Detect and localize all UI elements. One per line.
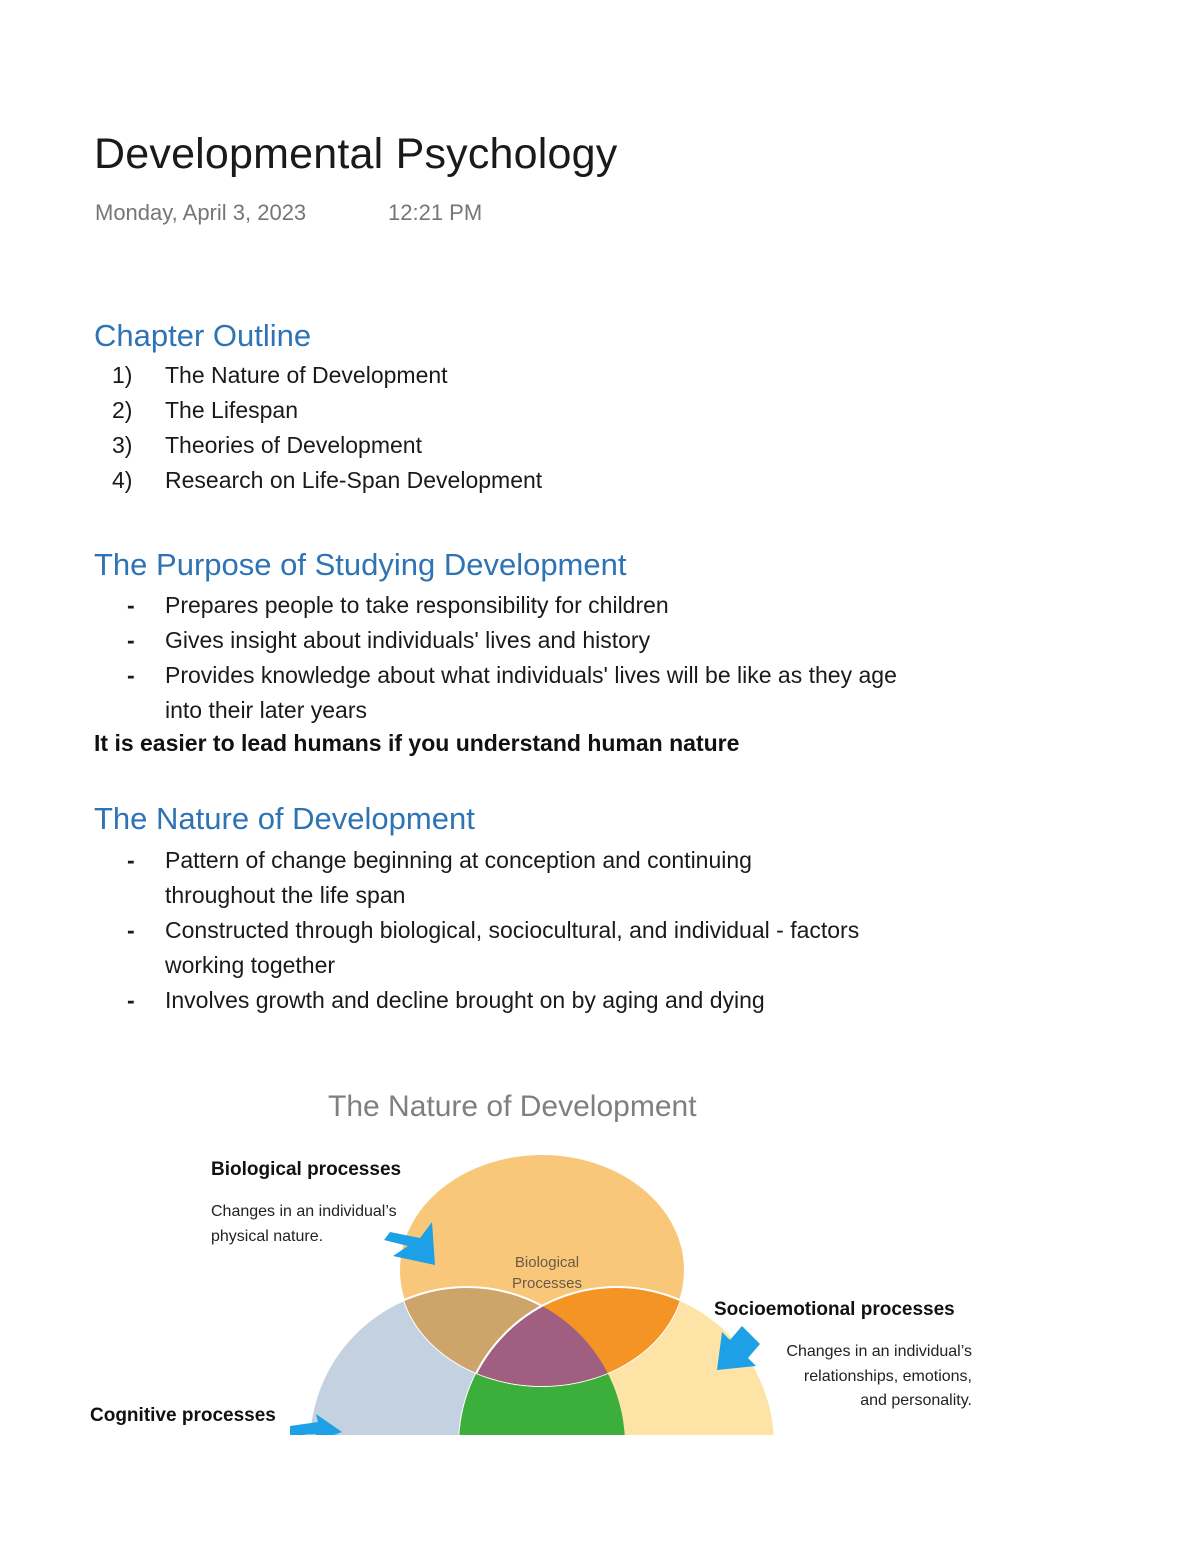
cognitive-label: Cognitive processes [90,1405,276,1426]
list-item-text: The Nature of Development [165,362,448,388]
list-marker: - [127,627,135,653]
list-item [0,983,925,1018]
list-item-text: Involves growth and decline brought on by aging and dying [165,987,765,1013]
list-item-text: Gives insight about individuals' lives and history [165,627,651,653]
list-item-text: Prepares people to take responsibility for children [165,592,669,618]
socioemotional-desc: Changes in an individual’s relationships, emotions, and personality. [786,1343,972,1409]
purpose-list [0,588,925,728]
page-time: 12:21 PM [388,200,483,225]
biological-label: Biological processes [211,1159,402,1180]
list-item-text: Constructed through biological, sociocultural, and individual - factors working together [165,917,860,978]
list-marker: - [127,917,135,943]
list-item [0,913,890,983]
nature-list [0,843,925,1018]
list-item-text: Theories of Development [165,432,422,458]
page-title: Developmental Psychology [94,130,618,178]
diagram-title: The Nature of Development [328,1090,697,1123]
list-item-text: The Lifespan [165,397,298,423]
list-item-text: Research on Life-Span Development [165,467,543,493]
list-marker: 1) [112,362,133,388]
page-date: Monday, April 3, 2023 [95,200,307,225]
list-marker: - [127,592,135,618]
list-item [0,428,925,463]
list-item [0,463,925,498]
nature-of-development-diagram [80,1070,1010,1435]
list-marker: 4) [112,467,133,493]
list-item [0,393,925,428]
list-item [0,623,925,658]
list-marker: 3) [112,432,133,458]
list-item [0,658,905,728]
section-heading-purpose: The Purpose of Studying Development [94,547,627,582]
section-heading-outline: Chapter Outline [94,318,312,353]
section-heading-nature: The Nature of Development [94,801,475,836]
list-marker: - [127,662,135,688]
list-marker: - [127,847,135,873]
list-item-text: Provides knowledge about what individuals' lives will be like as they age into their later years [165,662,897,723]
list-item [0,358,925,393]
socioemotional-label: Socioemotional processes [714,1299,955,1320]
list-item [0,843,855,913]
list-item-text: Pattern of change beginning at conception and continuing throughout the life span [165,847,752,908]
list-marker: 2) [112,397,133,423]
list-item [0,588,925,623]
outline-list [0,358,925,498]
biological-desc: Changes in an individual’s physical nature. [211,1203,397,1245]
biological-inner-label: Biological Processes [511,1254,583,1292]
list-marker: - [127,987,135,1013]
emphasis-line: It is easier to lead humans if you understand human nature [94,730,740,756]
